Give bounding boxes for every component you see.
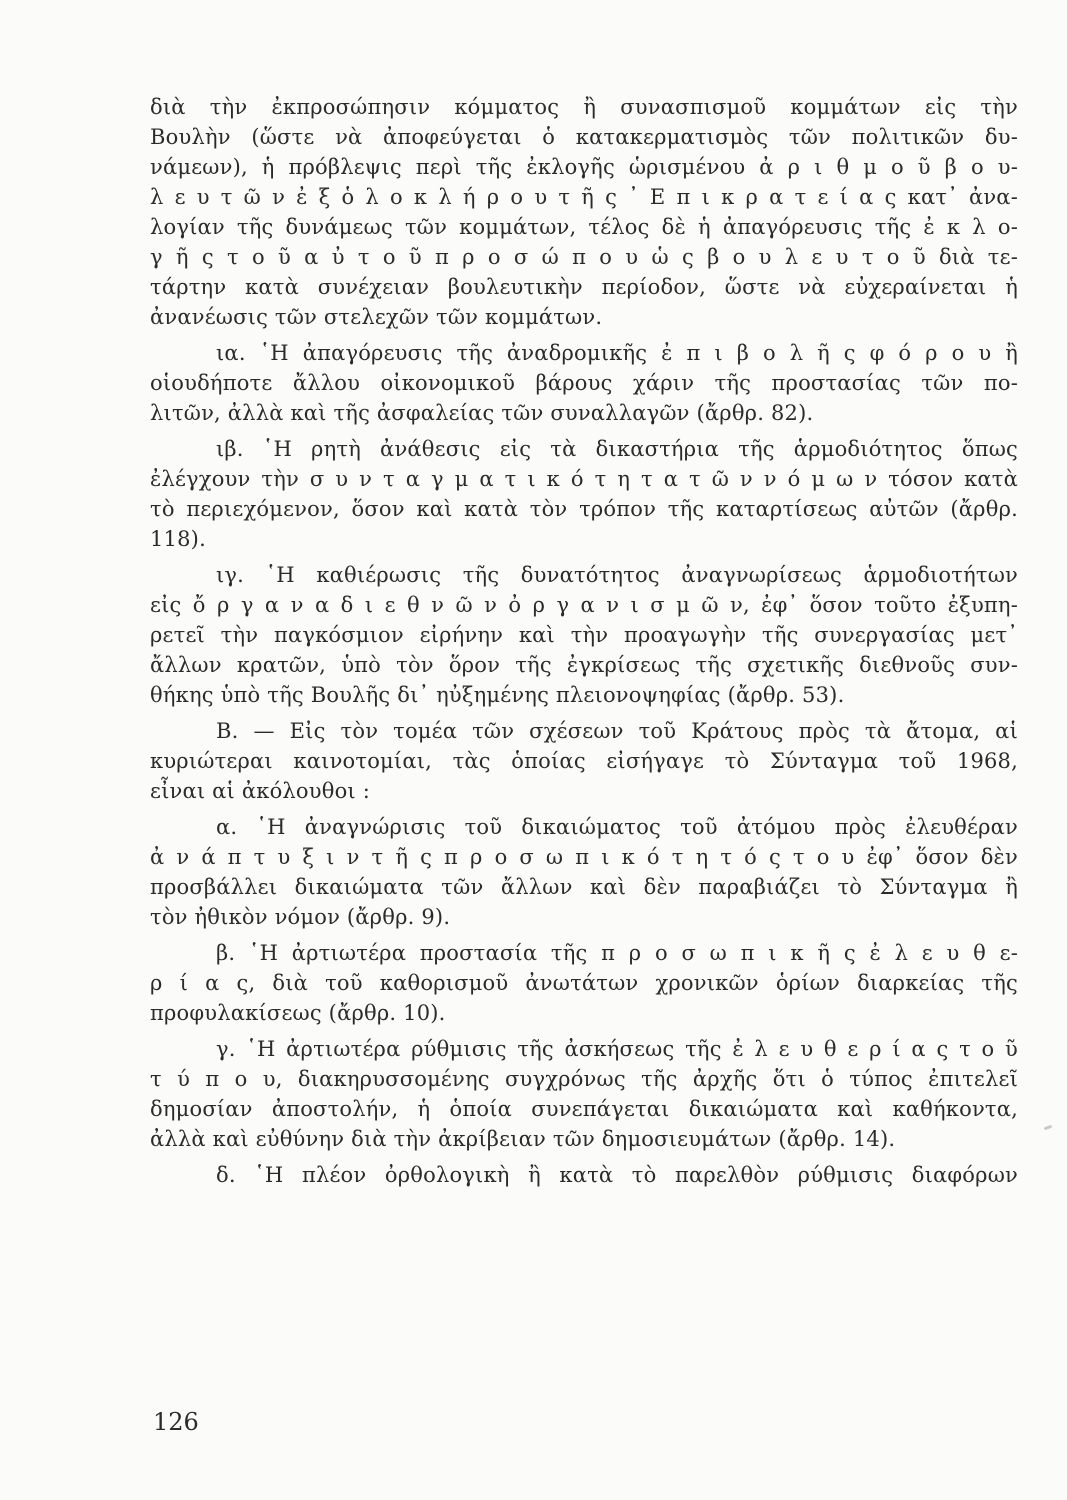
text-line: κυριώτεραι καινοτομίαι, τὰς ὁποίας εἰσήγαγε τὸ Σύνταγμα τοῦ 1968, — [150, 749, 1018, 773]
text-line: ἀλλὰ καὶ εὐθύνην διὰ τὴν ἀκρίβειαν τῶν δημοσιευμάτων (ἄρθρ. 14). — [150, 1127, 896, 1151]
text-line: θήκης ὑπὸ τῆς Βουλῆς δι᾿ ηὐξημένης πλειονοψηφίας (ἄρθρ. 53). — [150, 683, 845, 707]
text-line: προφυλακίσεως (ἄρθρ. 10). — [150, 1001, 446, 1025]
text-line: γ ῆ ς τ ο ῦ α ὐ τ ο ῦ π ρ ο σ ώ π ο υ ὡ ς β ο υ λ ε υ τ ο ῦ διὰ τε- — [150, 245, 1018, 269]
text-line: οἱουδήποτε ἄλλου οἰκονομικοῦ βάρους χάριν τῆς προστασίας τῶν πο- — [150, 371, 1018, 395]
text-line: ἄλλων κρατῶν, ὑπὸ τὸν ὅρον τῆς ἐγκρίσεως τῆς σχετικῆς διεθνοῦς συν- — [150, 653, 1018, 677]
text-line: τάρτην κατὰ συνέχειαν βουλευτικὴν περίοδον, ὥστε νὰ εὐχεραίνεται ἡ — [150, 275, 1018, 299]
paragraph-g-line: γ. ῾Η ἀρτιωτέρα ρύθμισις τῆς ἀσκήσεως τῆς ἐ λ ε υ θ ε ρ ί α ς τ ο ῦ — [216, 1037, 1018, 1061]
section-b-line: B. — Εἰς τὸν τομέα τῶν σχέσεων τοῦ Κράτους πρὸς τὰ ἄτομα, αἱ — [216, 719, 1018, 743]
text-line: 118). — [150, 527, 206, 551]
text-line: εἰς ὄ ρ γ α ν α δ ι ε θ ν ῶ ν ὀ ρ γ α ν ι σ μ ῶ ν, ἐφ᾿ ὅσον τοῦτο ἐξυπη- — [150, 593, 1018, 617]
paragraph-b-line: β. ῾Η ἀρτιωτέρα προστασία τῆς π ρ ο σ ω π ι κ ῆ ς ἐ λ ε υ θ ε- — [216, 941, 1018, 965]
paragraph-d-line: δ. ῾Η πλέον ὀρθολογικὴ ἢ κατὰ τὸ παρελθὸν ρύθμισις διαφόρων — [216, 1163, 1018, 1187]
text-line: ἀ ν ά π τ υ ξ ι ν τ ῆ ς π ρ ο σ ω π ι κ ό τ η τ ό ς τ ο υ ἐφ᾿ ὅσον δὲν — [150, 845, 1018, 869]
text-line: τὸ περιεχόμενον, ὅσον καὶ κατὰ τὸν τρόπον τῆς καταρτίσεως αὐτῶν (ἄρθρ. — [150, 497, 1018, 521]
text-line: Βουλὴν (ὥστε νὰ ἀποφεύγεται ὁ κατακερματισμὸς τῶν πολιτικῶν δυ- — [150, 125, 1018, 149]
text-line: τ ύ π ο υ, διακηρυσσομένης συγχρόνως τῆς ἀρχῆς ὅτι ὁ τύπος ἐπιτελεῖ — [150, 1067, 1018, 1091]
scan-smudge — [1044, 1125, 1053, 1131]
text-line: ἐλέγχουν τὴν σ υ ν τ α γ μ α τ ι κ ό τ η τ α τ ῶ ν ν ό μ ω ν τόσον κατὰ — [150, 467, 1018, 491]
paragraph-ia-line: ια. ῾Η ἀπαγόρευσις τῆς ἀναδρομικῆς ἐ π ι β ο λ ῆ ς φ ό ρ ο υ ἢ — [216, 341, 1018, 365]
text-line: διὰ τὴν ἐκπροσώπησιν κόμματος ἢ συνασπισμοῦ κομμάτων εἰς τὴν — [150, 95, 1018, 119]
text-line: εἶναι αἱ ἀκόλουθοι : — [150, 779, 370, 803]
text-line: ρετεῖ τὴν παγκόσμιον εἰρήνην καὶ τὴν προαγωγὴν τῆς συνεργασίας μετ᾿ — [150, 623, 1018, 647]
text-line: προσβάλλει δικαιώματα τῶν ἄλλων καὶ δὲν παραβιάζει τὸ Σύνταγμα ἢ — [150, 875, 1018, 899]
paragraph-ib-line: ιβ. ῾Η ρητὴ ἀνάθεσις εἰς τὰ δικαστήρια τῆς ἁρμοδιότητος ὅπως — [216, 437, 1018, 461]
text-line: λιτῶν, ἀλλὰ καὶ τῆς ἀσφαλείας τῶν συναλλαγῶν (ἄρθρ. 82). — [150, 401, 814, 425]
text-line: ρ ί α ς, διὰ τοῦ καθορισμοῦ ἀνωτάτων χρονικῶν ὁρίων διαρκείας τῆς — [150, 971, 1018, 995]
text-line: τὸν ἠθικὸν νόμον (ἄρθρ. 9). — [150, 905, 451, 929]
paragraph-ig-line: ιγ. ῾Η καθιέρωσις τῆς δυνατότητος ἀναγνωρίσεως ἁρμοδιοτήτων — [216, 563, 1018, 587]
text-line: ἀνανέωσις τῶν στελεχῶν τῶν κομμάτων. — [150, 305, 603, 329]
page-text-body — [150, 92, 1018, 1190]
text-line: νάμεων), ἡ πρόβλεψις περὶ τῆς ἐκλογῆς ὡρισμένου ἀ ρ ι θ μ ο ῦ β ο υ- — [150, 155, 1018, 179]
text-line: δημοσίαν ἀποστολήν, ἡ ὁποία συνεπάγεται δικαιώματα καὶ καθήκοντα, — [150, 1097, 1018, 1121]
paragraph-a-line: α. ῾Η ἀναγνώρισις τοῦ δικαιώματος τοῦ ἀτόμου πρὸς ἐλευθέραν — [216, 815, 1018, 839]
text-line: λ ε υ τ ῶ ν ἐ ξ ὁ λ ο κ λ ή ρ ο υ τ ῆ ς ᾿ Ε π ι κ ρ α τ ε ί α ς κατ᾿ ἀνα- — [150, 185, 1018, 209]
text-line: λογίαν τῆς δυνάμεως τῶν κομμάτων, τέλος δὲ ἡ ἀπαγόρευσις τῆς ἐ κ λ ο- — [150, 215, 1018, 239]
page-number: 126 — [153, 1408, 199, 1436]
